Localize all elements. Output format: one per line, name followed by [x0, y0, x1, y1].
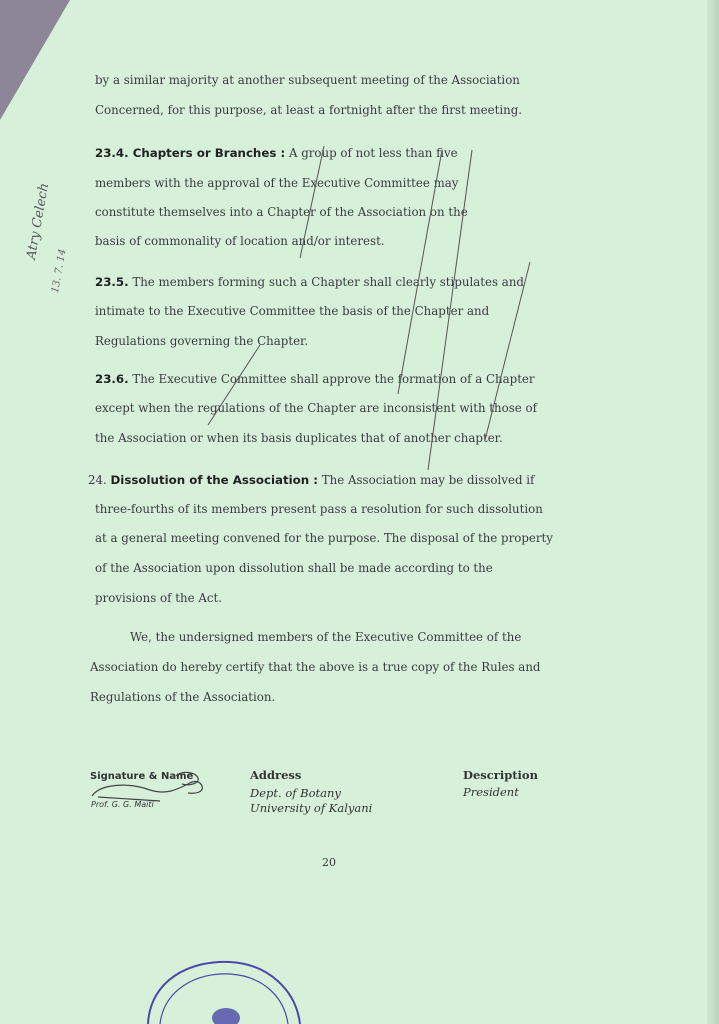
text-line: intimate to the Executive Committee the basis of the Chapter and	[95, 304, 490, 318]
text-line: basis of commonality of location and/or interest.	[95, 234, 385, 248]
cross-line	[300, 146, 324, 258]
text-line: The Executive Committee shall approve the formation of a Chapter	[132, 372, 535, 386]
cross-line	[485, 262, 530, 440]
signature-label: Signature & Name	[90, 771, 194, 782]
text-line: We, the undersigned members of the Executive Committee of the	[130, 630, 522, 644]
signatory-name: Prof. G. G. Maiti	[91, 800, 154, 809]
signature-stroke	[176, 772, 198, 784]
description-value: President	[463, 785, 519, 799]
text-line: by a similar majority at another subsequent meeting of the Association	[95, 73, 520, 87]
text-line: Regulations of the Association.	[90, 690, 276, 704]
cross-line	[428, 150, 472, 470]
signature-stroke	[92, 782, 202, 796]
margin-date: 13. 7. 14	[50, 248, 69, 294]
text-line: constitute themselves into a Chapter of the Association on the	[95, 205, 468, 219]
margin-handwriting: Atry Celech	[24, 181, 53, 261]
text-line: Association do hereby certify that the above is a true copy of the Rules and	[90, 660, 541, 674]
text-line: The members forming such a Chapter shall clearly stipulates and	[132, 275, 524, 289]
diagonal-cross-lines	[208, 146, 530, 470]
text-line: The Association may be dissolved if	[321, 473, 535, 487]
text-line: of the Association upon dissolution shall be made according to the	[95, 561, 493, 575]
cross-line	[398, 150, 442, 394]
address-label: Address	[250, 768, 302, 782]
text-line: provisions of the Act.	[95, 591, 222, 605]
text-line: three-fourths of its members present pass a resolution for such dissolution	[95, 502, 543, 516]
text-line: the Association or when its basis duplicates that of another chapter.	[95, 431, 503, 445]
section-heading: 23.4. Chapters or Branches :	[95, 146, 286, 160]
text-line: A group of not less than five	[288, 146, 458, 160]
section-heading: Dissolution of the Association :	[110, 473, 319, 487]
section-heading: 23.5.	[95, 275, 129, 289]
text-line: at a general meeting convened for the purpose. The disposal of the property	[95, 531, 553, 545]
cross-line	[208, 345, 260, 425]
page-number: 20	[322, 856, 336, 869]
signature-scribble	[92, 772, 202, 801]
text-line: Concerned, for this purpose, at least a fortnight after the first meeting.	[95, 103, 523, 117]
text-line: except when the regulations of the Chapter are inconsistent with those of	[95, 401, 537, 415]
seal-stamp	[148, 962, 300, 1024]
address-line: University of Kalyani	[250, 801, 373, 815]
section-heading: 23.6.	[95, 372, 129, 386]
address-line: Dept. of Botany	[250, 786, 341, 800]
section-number: 24.	[88, 473, 107, 487]
signature-stroke	[98, 797, 160, 801]
description-label: Description	[463, 768, 538, 782]
text-line: Regulations governing the Chapter.	[95, 334, 309, 348]
text-line: members with the approval of the Executive Committee may	[95, 176, 459, 190]
